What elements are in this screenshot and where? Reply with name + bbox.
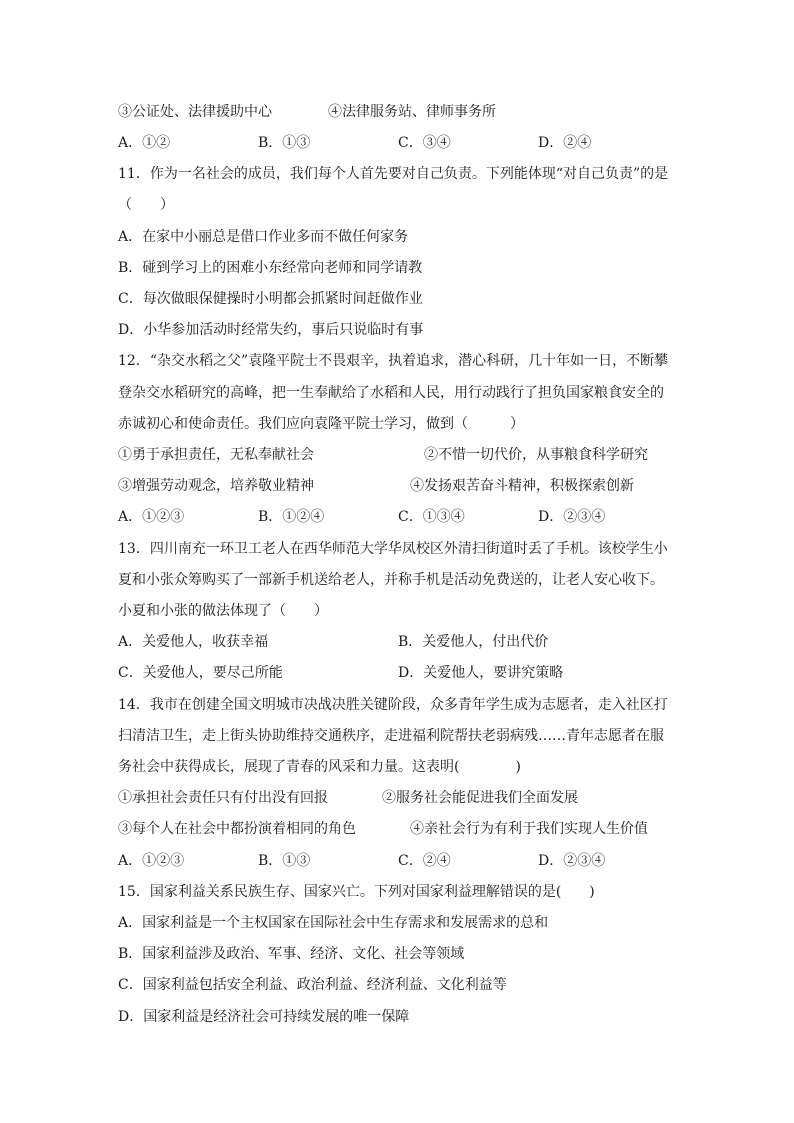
q14-option-c: C．②④ (398, 853, 451, 869)
q13-option-b: B．关爱他人，付出代价 (398, 634, 549, 650)
q12-option-c: C．①③④ (398, 509, 465, 525)
q14-statements-row2 (118, 814, 648, 845)
q12-option-a: A．①②③ (118, 509, 185, 525)
q12-statement-4: ④发扬艰苦奋斗精神，积极探索创新 (410, 478, 634, 494)
q10-option-a: A．①② (118, 135, 171, 151)
q11-option-d: D．小华参加活动时经常失约，事后只说临时有事 (118, 322, 424, 338)
q13-stem-line2: 夏和小张众筹购买了一部新手机送给老人，并称手机是活动免费送的，让老人安心收下。 (118, 572, 664, 588)
q15-option-c: C．国家利益包括安全利益、政治利益、经济利益、文化利益等 (118, 977, 507, 993)
q14-statements-row1 (118, 783, 578, 814)
q12-stem-line2: 登杂交水稻研究的高峰，把一生奉献给了水稻和人民，用行动践行了担负国家粮食安全的 (118, 385, 664, 401)
q14-statement-1: ①承担社会责任只有付出没有回报 (118, 790, 328, 806)
q14-stem-line3: 务社会中获得成长，展现了青春的风采和力量。这表明( ) (118, 759, 521, 775)
q11-option-c: C．每次做眼保健操时小明都会抓紧时间赶做作业 (118, 291, 423, 307)
q14-statement-2: ②服务社会能促进我们全面发展 (382, 790, 578, 806)
q13-options-row1 (118, 627, 549, 658)
q14-statement-3: ③每个人在社会中都扮演着相同的角色 (118, 821, 356, 837)
q13-options-row2 (118, 658, 564, 689)
q14-stem-line1: 14．我市在创建全国文明城市决战决胜关键阶段，众多青年学生成为志愿者，走入社区打 (118, 697, 668, 713)
q15-option-d: D．国家利益是经济社会可持续发展的唯一保障 (118, 1009, 410, 1025)
q10-option-b: B．①③ (258, 135, 311, 151)
q13-option-c: C．关爱他人，要尽己所能 (118, 665, 283, 681)
q12-option-d: D．②③④ (538, 509, 606, 525)
q15-stem-line1: 15．国家利益关系民族生存、国家兴亡。下列对国家利益理解错误的是( ) (118, 884, 595, 900)
q14-statement-4: ④亲社会行为有利于我们实现人生价值 (410, 821, 648, 837)
q12-statement-2: ②不惜一切代价，从事粮食科学研究 (424, 447, 648, 463)
q15-option-b: B．国家利益涉及政治、军事、经济、文化、社会等领域 (118, 946, 465, 962)
q12-statements-row2 (118, 471, 634, 502)
q11-stem-line2: （ ） (118, 197, 174, 213)
q14-option-b: B．①③ (258, 853, 311, 869)
q12-stem-line3: 赤诚初心和使命责任。我们应向袁隆平院士学习，做到（ ） (118, 416, 524, 432)
q11-stem-line1: 11．作为一名社会的成员，我们每个人首先要对自己负责。下列能体现“对自己负责”的是 (118, 166, 669, 182)
q10-statement-3: ③公证处、法律援助中心 (118, 104, 272, 120)
q11-option-b: B．碰到学习上的困难小东经常向老师和同学请教 (118, 260, 423, 276)
q12-statements-row1 (118, 440, 648, 471)
q15-option-a: A．国家利益是一个主权国家在国际社会中生存需求和发展需求的总和 (118, 915, 549, 931)
q12-statement-1: ①勇于承担责任，无私奉献社会 (118, 447, 314, 463)
q14-option-a: A．①②③ (118, 853, 185, 869)
q12-option-b: B．①②④ (258, 509, 325, 525)
q13-option-d: D．关爱他人，要讲究策略 (398, 665, 564, 681)
q10-option-d: D．②④ (538, 135, 592, 151)
q14-option-d: D．②③④ (538, 853, 606, 869)
q10-option-c: C．③④ (398, 135, 451, 151)
q12-statement-3: ③增强劳动观念，培养敬业精神 (118, 478, 314, 494)
q10-statements-row (118, 97, 496, 128)
q11-option-a: A．在家中小丽总是借口作业多而不做任何家务 (118, 229, 409, 245)
q12-stem-line1: 12．“杂交水稻之父”袁隆平院士不畏艰辛，执着追求，潜心科研，几十年如一日，不断攀 (118, 353, 669, 369)
q14-stem-line2: 扫清洁卫生，走上街头协助维持交通秩序，走进福利院帮扶老弱病残……青年志愿者在服 (118, 728, 664, 744)
q10-statement-4: ④法律服务站、律师事务所 (328, 104, 496, 120)
q13-option-a: A．关爱他人，收获幸福 (118, 634, 269, 650)
q13-stem-line1: 13．四川南充一环卫工老人在西华师范大学华凤校区外清扫街道时丢了手机。该校学生小 (118, 541, 668, 557)
q13-stem-line3: 小夏和小张的做法体现了（ ） (118, 603, 328, 619)
